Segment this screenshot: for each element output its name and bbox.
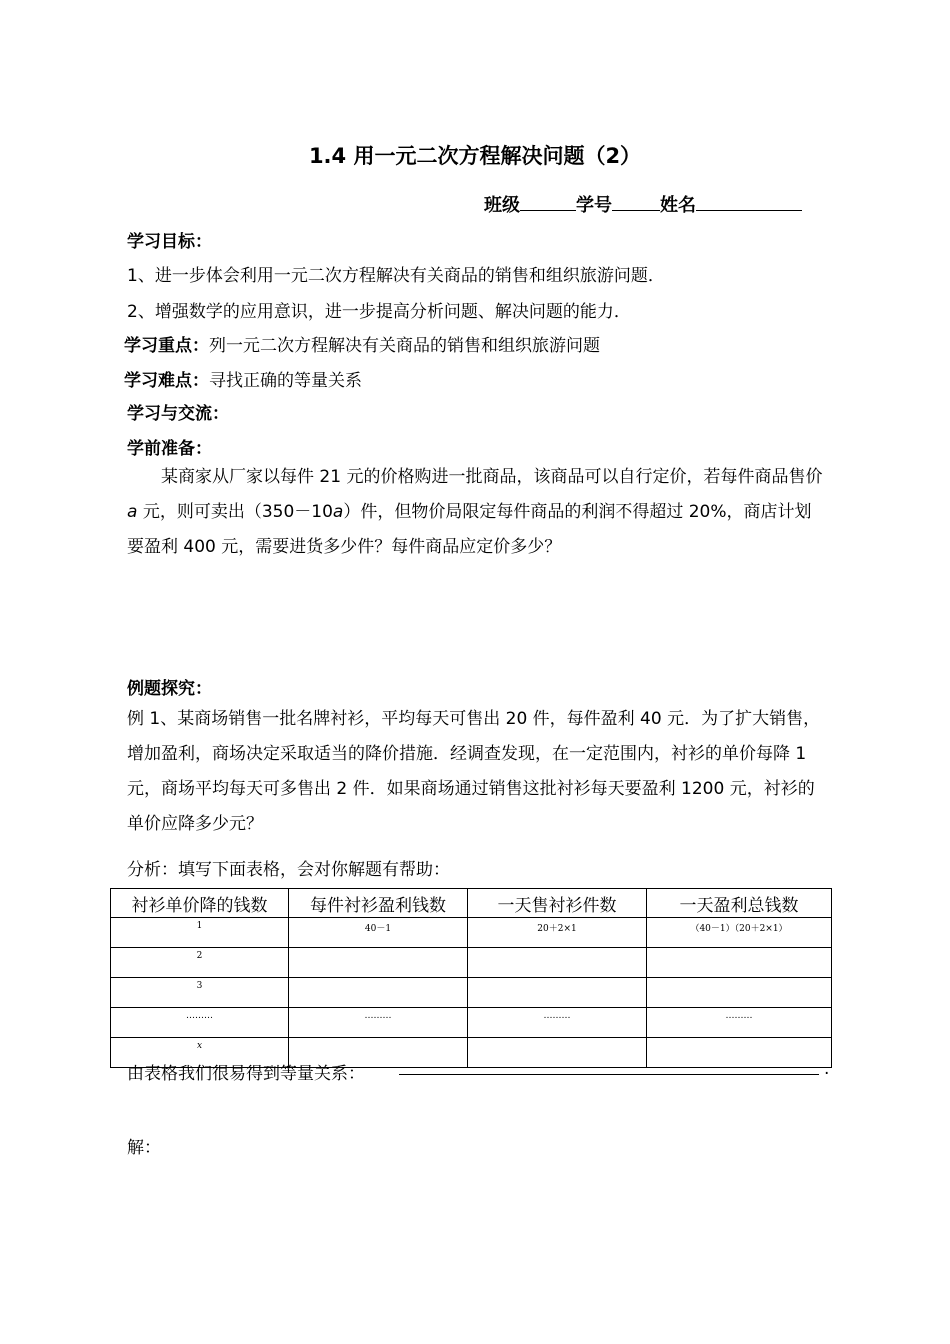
prep-heading: 学前准备：: [127, 439, 212, 459]
difficulty: [124, 366, 362, 391]
exchange-heading: 学习与交流：: [127, 404, 229, 424]
table-header-row: [111, 889, 832, 918]
student-info: [484, 191, 802, 217]
table-cell-blank[interactable]: [647, 948, 832, 978]
examples-heading: 例题探究：: [127, 679, 212, 699]
table-cell: 3: [111, 978, 289, 1008]
id-label: 学号: [576, 195, 612, 216]
table-cell-blank[interactable]: [647, 978, 832, 1008]
variable-a-2: a: [332, 502, 344, 522]
equation-prompt: 由表格我们很易得到等量关系：: [127, 1064, 365, 1084]
goal-item-1: 1、进一步体会利用一元二次方程解决有关商品的销售和组织旅游问题．: [127, 266, 665, 286]
table-cell-blank[interactable]: [289, 978, 468, 1008]
equation-end: .: [824, 1059, 830, 1079]
prep-problem-part2: 元，则可卖出（350－10: [137, 502, 333, 522]
table-cell: （40－1）（20＋2×1）: [647, 918, 832, 948]
prep-problem-part3: ）件，但物价局限定每件商品的利润不得超过 20%，商店计划要盈利 400 元，需要进货多少件？每件商品应定价多少？: [127, 502, 812, 557]
variable-a: a: [127, 502, 138, 522]
prep-problem-part1: 某商家从厂家以每件 21 元的价格购进一批商品，该商品可以自行定价，若每件商品售价: [161, 467, 823, 487]
page-title: 1.4 用一元二次方程解决问题（2）: [308, 144, 642, 168]
table-row: [111, 978, 832, 1008]
key-point-label: 学习重点：: [124, 336, 209, 356]
table-header: 衬衫单价降的钱数: [111, 889, 289, 918]
table-cell-blank[interactable]: [647, 1038, 832, 1068]
table-cell: 1: [111, 918, 289, 948]
solution-label: 解：: [127, 1138, 161, 1158]
difficulty-label: 学习难点：: [124, 371, 209, 391]
goals-heading: 学习目标：: [127, 232, 212, 252]
analysis-table: [110, 888, 832, 1068]
table-cell: x: [111, 1038, 289, 1068]
table-header: 一天盈利总钱数: [647, 889, 832, 918]
table-row: [111, 918, 832, 948]
table-cell: ………: [647, 1008, 832, 1038]
table-cell-blank[interactable]: [468, 978, 647, 1008]
table-cell: ………: [111, 1008, 289, 1038]
table-cell: ………: [468, 1008, 647, 1038]
key-point-text: 列一元二次方程解决有关商品的销售和组织旅游问题: [209, 336, 600, 356]
table-row: [111, 1008, 832, 1038]
class-label: 班级: [484, 195, 520, 216]
class-blank[interactable]: [520, 192, 576, 211]
table-header: 一天售衬衫件数: [468, 889, 647, 918]
difficulty-text: 寻找正确的等量关系: [209, 371, 362, 391]
equation-blank[interactable]: [399, 1074, 819, 1075]
table-cell: 2: [111, 948, 289, 978]
table-row: [111, 948, 832, 978]
goal-item-2: 2、增强数学的应用意识，进一步提高分析问题、解决问题的能力．: [127, 302, 631, 322]
table-cell-blank[interactable]: [468, 1038, 647, 1068]
table-cell-blank[interactable]: [289, 948, 468, 978]
key-point: [124, 331, 600, 356]
table-cell: ………: [289, 1008, 468, 1038]
id-blank[interactable]: [612, 192, 660, 211]
analysis-text: 分析：填写下面表格，会对你解题有帮助：: [127, 860, 450, 880]
table-cell: 40－1: [289, 918, 468, 948]
name-label: 姓名: [660, 195, 696, 216]
name-blank[interactable]: [696, 192, 802, 211]
table-cell-blank[interactable]: [468, 948, 647, 978]
table-cell: 20＋2×1: [468, 918, 647, 948]
table-header: 每件衬衫盈利钱数: [289, 889, 468, 918]
example-1-text: 例 1、某商场销售一批名牌衬衫，平均每天可售出 20 件，每件盈利 40 元．为了扩大销售，增加盈利，商场决定采取适当的降价措施．经调查发现，在一定范围内，衬衫的单价每降 1 元，商场平均每天可多售出 2 件．如果商场通过销售这批衬衫每天要盈利 1200 元，衬衫的单价应降多少元？: [127, 709, 821, 834]
prep-problem: [127, 460, 827, 565]
